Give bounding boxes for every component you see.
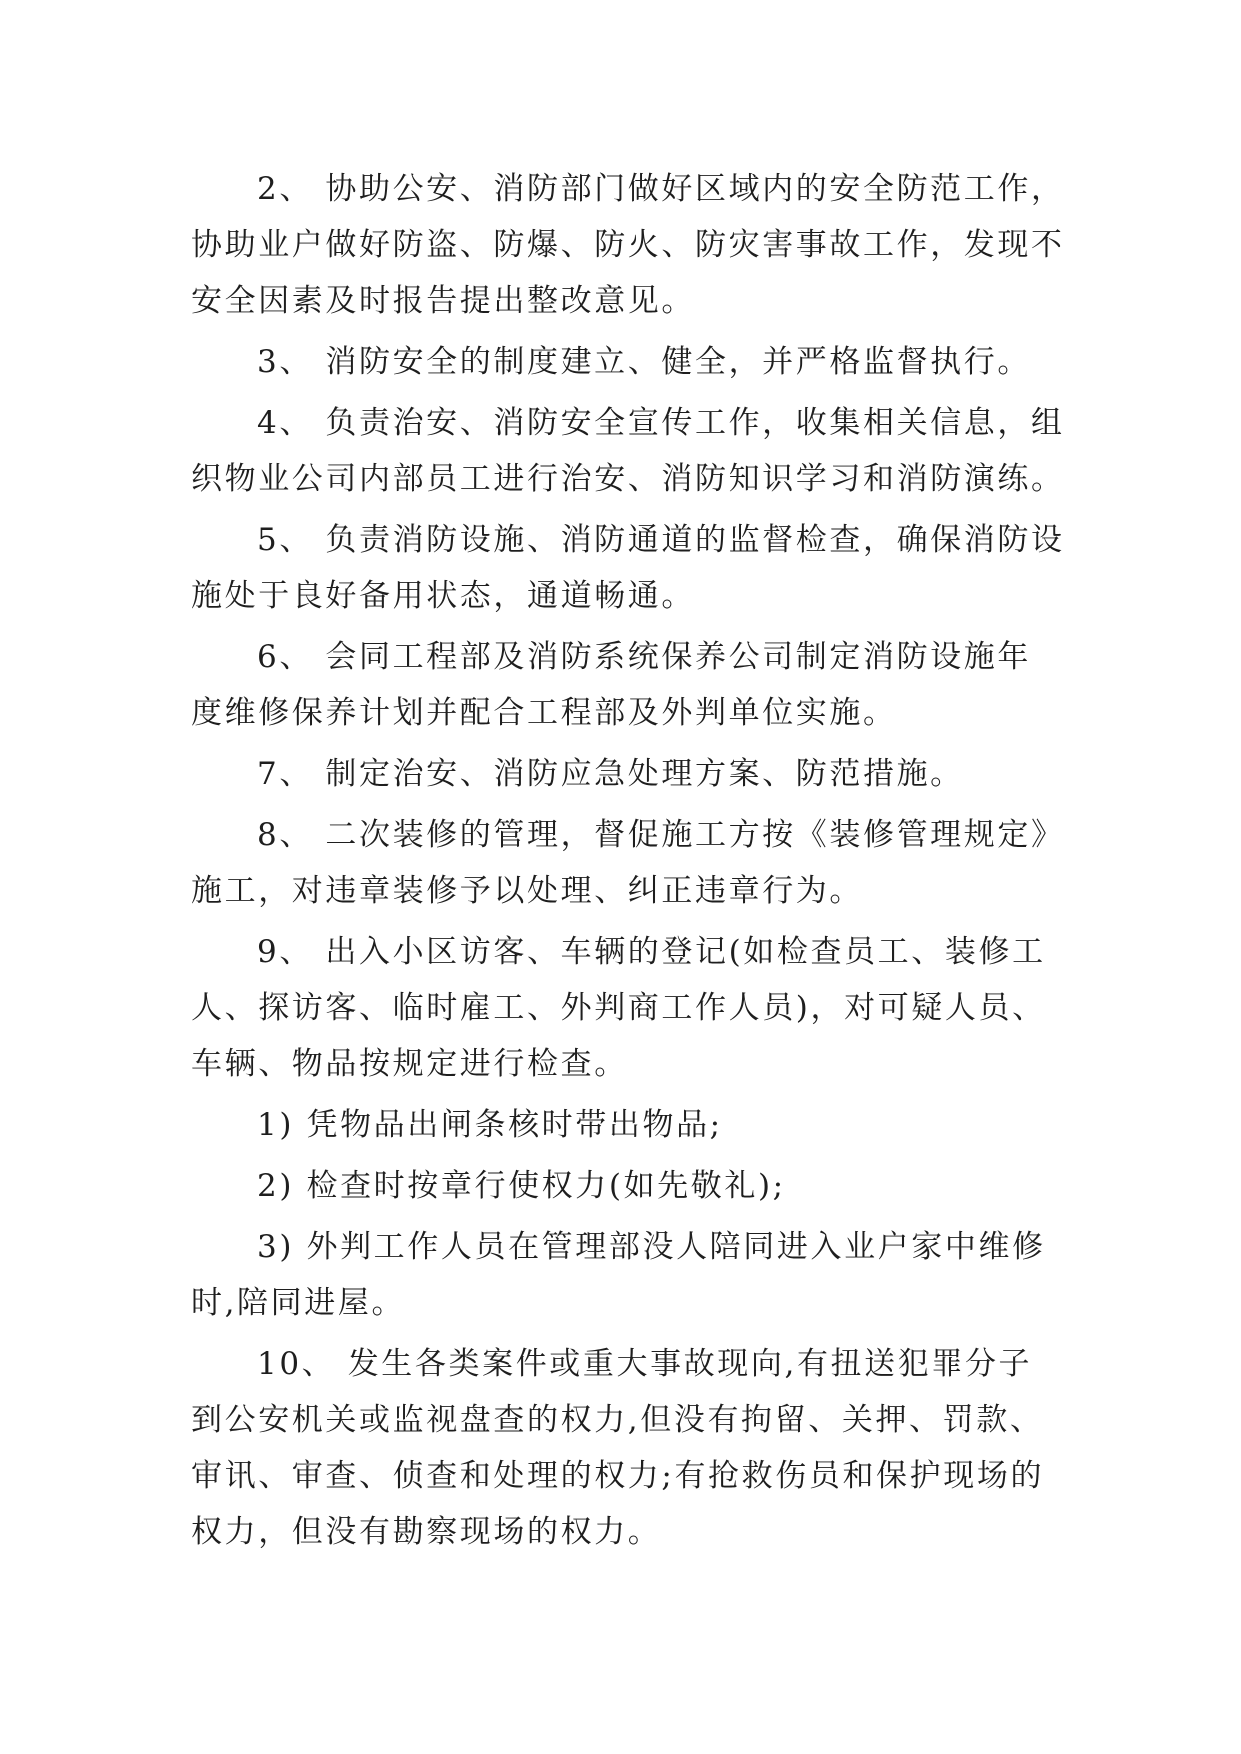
paragraph-line: 1) 凭物品出闸条核时带出物品; xyxy=(257,1107,723,1143)
paragraph-line: 到公安机关或监视盘查的权力,但没有拘留、关押、罚款、 xyxy=(191,1402,1044,1438)
paragraph-line: 4、 负责治安、消防安全宣传工作，收集相关信息，组 xyxy=(257,405,1065,441)
paragraph-line: 9、 出入小区访客、车辆的登记(如检查员工、装修工 xyxy=(257,934,1046,970)
sub-item-3 xyxy=(191,1219,1241,1331)
paragraph-item-5 xyxy=(191,512,1241,624)
paragraph-line: 3) 外判工作人员在管理部没人陪同进入业户家中维修 xyxy=(257,1229,1046,1265)
paragraph-line: 2) 检查时按章行使权力(如先敬礼); xyxy=(257,1168,786,1204)
paragraph-line: 施工，对违章装修予以处理、纠正违章行为。 xyxy=(191,873,863,909)
paragraph-line: 2、 协助公安、消防部门做好区域内的安全防范工作， xyxy=(257,171,1065,207)
paragraph-line: 协助业户做好防盗、防爆、防火、防灾害事故工作，发现不 xyxy=(191,227,1065,263)
paragraph-line: 5、 负责消防设施、消防通道的监督检查，确保消防设 xyxy=(257,522,1065,558)
paragraph-line: 3、 消防安全的制度建立、健全，并严格监督执行。 xyxy=(257,344,1031,380)
paragraph-line: 10、 发生各类案件或重大事故现向,有扭送犯罪分子 xyxy=(257,1346,1033,1382)
paragraph-item-2 xyxy=(191,161,1241,329)
paragraph-line: 7、 制定治安、消防应急处理方案、防范措施。 xyxy=(257,756,964,792)
paragraph-line: 车辆、物品按规定进行检查。 xyxy=(191,1046,628,1082)
paragraph-item-9 xyxy=(191,924,1241,1092)
paragraph-item-7 xyxy=(191,746,1241,802)
paragraph-item-8 xyxy=(191,807,1241,919)
paragraph-line: 织物业公司内部员工进行治安、消防知识学习和消防演练。 xyxy=(191,461,1065,497)
paragraph-line: 审讯、审查、侦查和处理的权力;有抢救伤员和保护现场的 xyxy=(191,1458,1045,1494)
paragraph-line: 施处于良好备用状态，通道畅通。 xyxy=(191,578,695,614)
paragraph-item-6 xyxy=(191,629,1241,741)
paragraph-line: 时,陪同进屋。 xyxy=(191,1285,406,1321)
paragraph-line: 度维修保养计划并配合工程部及外判单位实施。 xyxy=(191,695,897,731)
sub-item-2 xyxy=(191,1158,1241,1214)
paragraph-item-10 xyxy=(191,1336,1241,1560)
paragraph-line: 6、 会同工程部及消防系统保养公司制定消防设施年 xyxy=(257,639,1031,675)
paragraph-item-3 xyxy=(191,334,1241,390)
paragraph-item-4 xyxy=(191,395,1241,507)
paragraph-line: 8、 二次装修的管理，督促施工方按《装修管理规定》 xyxy=(257,817,1065,853)
paragraph-line: 人、探访客、临时雇工、外判商工作人员)，对可疑人员、 xyxy=(191,990,1046,1026)
paragraph-line: 安全因素及时报告提出整改意见。 xyxy=(191,283,695,319)
sub-item-1 xyxy=(191,1097,1241,1153)
paragraph-line: 权力，但没有勘察现场的权力。 xyxy=(191,1514,662,1550)
